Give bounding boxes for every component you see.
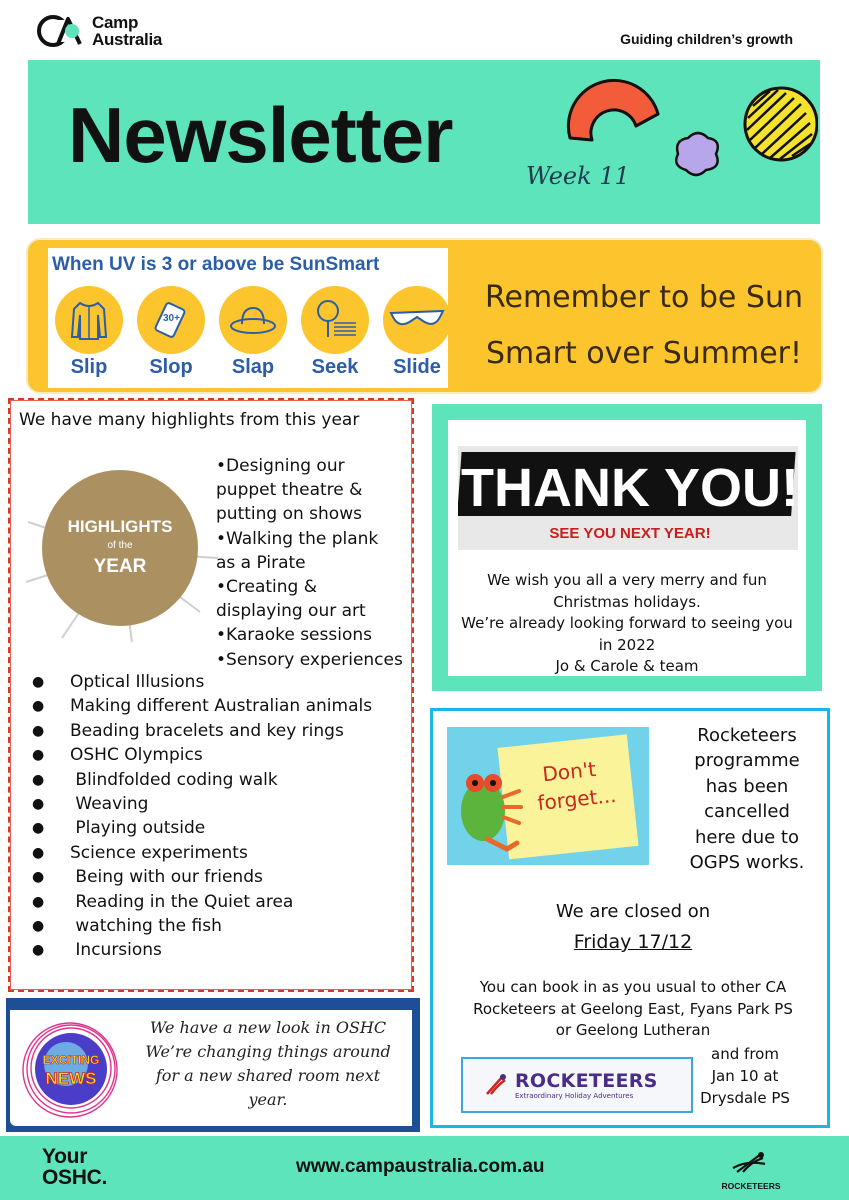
bullet-icon: ● bbox=[32, 869, 45, 886]
list-item: •Sensory experiences bbox=[216, 649, 403, 670]
camp-australia-logo bbox=[36, 14, 162, 48]
note-line1: Don't bbox=[541, 756, 598, 787]
sunsmart-heading: When UV is 3 or above be SunSmart bbox=[52, 254, 380, 275]
bullet-icon: ● bbox=[32, 796, 45, 813]
list-item: ● Beading bracelets and key rings bbox=[32, 719, 372, 743]
decorative-shapes-icon bbox=[548, 68, 818, 198]
closed-date: Friday 17/12 bbox=[573, 931, 693, 953]
badge-line3: YEAR bbox=[93, 556, 147, 577]
bullet-icon: ● bbox=[32, 747, 45, 764]
rocket-icon bbox=[731, 1150, 771, 1174]
reminder-line1: Remember to be Sun bbox=[485, 280, 803, 315]
rocketeers-section bbox=[430, 708, 830, 1128]
sunglasses-icon bbox=[383, 286, 451, 354]
sunsmart-graphic bbox=[48, 248, 448, 388]
rocketeers-logo-sub: Extraordinary Holiday Adventures bbox=[515, 1092, 634, 1100]
sunsmart-reminder bbox=[484, 270, 804, 382]
list-item: •Creating & bbox=[216, 577, 318, 598]
drysdale-line: Drysdale PS bbox=[700, 1089, 790, 1107]
message-line: We wish you all a very merry and fun bbox=[487, 571, 767, 589]
sunsmart-item-slap bbox=[218, 286, 288, 379]
see-you-text: SEE YOU NEXT YEAR! bbox=[549, 525, 711, 542]
message-line: We’re already looking forward to seeing you bbox=[461, 614, 793, 632]
badge-line2: NEWS bbox=[45, 1069, 97, 1088]
booking-info bbox=[443, 977, 823, 1042]
rocket-icon bbox=[483, 1072, 509, 1098]
sunsmart-label: Slip bbox=[70, 356, 108, 378]
news-line: for a new shared room next bbox=[155, 1066, 381, 1085]
list-item: ● Playing outside bbox=[32, 816, 372, 840]
list-item: as a Pirate bbox=[216, 552, 306, 573]
newsletter-title: Newsletter bbox=[68, 91, 453, 179]
sunsmart-item-slop bbox=[136, 286, 206, 379]
list-item: •Designing our bbox=[216, 456, 345, 476]
bullet-icon: ● bbox=[32, 893, 45, 910]
list-item: •Walking the plank bbox=[216, 528, 379, 549]
thank-you-section bbox=[432, 404, 822, 691]
list-item: ● Optical Illusions bbox=[32, 670, 372, 694]
highlights-section bbox=[8, 398, 414, 992]
hat-icon bbox=[219, 286, 287, 354]
sunsmart-label: Slop bbox=[149, 356, 193, 378]
notice-line: cancelled bbox=[704, 801, 790, 823]
closed-label: We are closed on bbox=[555, 901, 711, 922]
badge-line1: EXCITING bbox=[42, 1053, 100, 1067]
sunsmart-item-slip bbox=[54, 286, 124, 379]
rocketeers-logo bbox=[461, 1057, 693, 1113]
list-item: displaying our art bbox=[216, 601, 366, 622]
message-line: in 2022 bbox=[598, 635, 656, 654]
your-line1: Your bbox=[42, 1145, 88, 1168]
brand-line1: Camp bbox=[92, 13, 139, 32]
highlights-top-list bbox=[216, 454, 410, 672]
exciting-news-card bbox=[10, 1010, 412, 1126]
website-link[interactable]: www.campaustralia.com.au bbox=[296, 1156, 545, 1177]
brand-line2: Australia bbox=[92, 30, 163, 49]
closed-date-wrap bbox=[433, 931, 833, 953]
reminder-line2: Smart over Summer! bbox=[485, 336, 803, 371]
sunsmart-label: Seek bbox=[311, 356, 359, 378]
exciting-news-section bbox=[6, 998, 420, 1132]
message-line: Christmas holidays. bbox=[553, 592, 701, 611]
list-item: ● OSHC Olympics bbox=[32, 743, 372, 767]
drysdale-info bbox=[695, 1043, 795, 1109]
dont-forget-graphic bbox=[447, 727, 649, 865]
sunsmart-label: Slap bbox=[231, 356, 275, 378]
bullet-icon: ● bbox=[32, 771, 45, 788]
bullet-icon: ● bbox=[32, 942, 45, 959]
list-item: •Karaoke sessions bbox=[216, 625, 372, 646]
bullet-icon: ● bbox=[32, 918, 45, 935]
ca-logo-icon bbox=[36, 14, 86, 48]
your-line2: OSHC. bbox=[42, 1166, 108, 1189]
thank-you-message bbox=[448, 570, 806, 678]
list-item: ● Weaving bbox=[32, 792, 372, 816]
thank-you-text: THANK YOU! bbox=[460, 458, 798, 518]
booking-line: You can book in as you usual to other CA bbox=[479, 978, 787, 996]
highlights-bullet-list bbox=[32, 670, 372, 963]
tagline: Guiding children’s growth bbox=[620, 31, 793, 47]
news-line: year. bbox=[248, 1090, 288, 1109]
bullet-icon: ● bbox=[32, 722, 45, 739]
title-banner bbox=[28, 60, 820, 224]
list-item: ● Incursions bbox=[32, 938, 372, 962]
booking-line: Rocketeers at Geelong East, Fyans Park PS bbox=[473, 999, 793, 1018]
news-line: We’re changing things around bbox=[145, 1042, 391, 1061]
highlights-intro: We have many highlights from this year bbox=[19, 410, 360, 430]
cancelled-notice bbox=[661, 723, 833, 875]
exciting-news-badge bbox=[16, 1014, 126, 1124]
rocketeers-logo-word: ROCKETEERS bbox=[515, 1070, 658, 1092]
sunsmart-panel bbox=[26, 238, 823, 394]
thank-you-graphic bbox=[458, 446, 798, 550]
drysdale-line: Jan 10 at bbox=[711, 1067, 779, 1085]
list-item: ● Being with our friends bbox=[32, 865, 372, 889]
footer bbox=[0, 1136, 849, 1200]
exciting-news-text bbox=[130, 1016, 406, 1112]
notice-line: has been bbox=[705, 775, 789, 797]
your-oshc-logo bbox=[42, 1146, 107, 1188]
highlights-badge bbox=[22, 462, 218, 642]
news-line: We have a new look in OSHC bbox=[149, 1018, 387, 1037]
bullet-icon: ● bbox=[32, 844, 45, 861]
list-item: ● Making different Australian animals bbox=[32, 694, 372, 718]
week-label: Week 11 bbox=[526, 162, 630, 190]
sunscreen-icon bbox=[137, 286, 205, 354]
rocketeers-footer-logo bbox=[718, 1150, 784, 1191]
bullet-icon: ● bbox=[32, 820, 45, 837]
sunsmart-item-seek bbox=[300, 286, 370, 379]
thank-you-card bbox=[448, 420, 806, 676]
rocketeers-footer-word: ROCKETEERS bbox=[721, 1181, 781, 1191]
list-item: ● Science experiments bbox=[32, 841, 372, 865]
list-item: ● Reading in the Quiet area bbox=[32, 890, 372, 914]
shirt-icon bbox=[55, 286, 123, 354]
booking-line: or Geelong Lutheran bbox=[555, 1021, 711, 1039]
notice-line: here due to bbox=[695, 826, 799, 848]
list-item: puppet theatre & bbox=[216, 480, 363, 501]
tree-shade-icon bbox=[301, 286, 369, 354]
notice-line: OGPS works. bbox=[689, 852, 805, 874]
list-item: ● Blindfolded coding walk bbox=[32, 768, 372, 792]
bullet-icon: ● bbox=[32, 698, 45, 715]
note-line2: forget... bbox=[536, 782, 618, 816]
drysdale-line: and from bbox=[711, 1045, 779, 1063]
badge-line1: HIGHLIGHTS bbox=[67, 517, 173, 536]
spf-badge: 30+ bbox=[163, 313, 180, 324]
list-item: putting on shows bbox=[216, 504, 362, 525]
badge-line2: of the bbox=[107, 540, 133, 551]
sunsmart-item-slide bbox=[382, 286, 452, 379]
list-item: ● watching the fish bbox=[32, 914, 372, 938]
notice-line: Rocketeers bbox=[697, 725, 797, 746]
sunsmart-label: Slide bbox=[393, 356, 441, 378]
message-line: Jo & Carole & team bbox=[555, 657, 699, 675]
bullet-icon: ● bbox=[32, 674, 45, 690]
notice-line: programme bbox=[694, 750, 800, 772]
